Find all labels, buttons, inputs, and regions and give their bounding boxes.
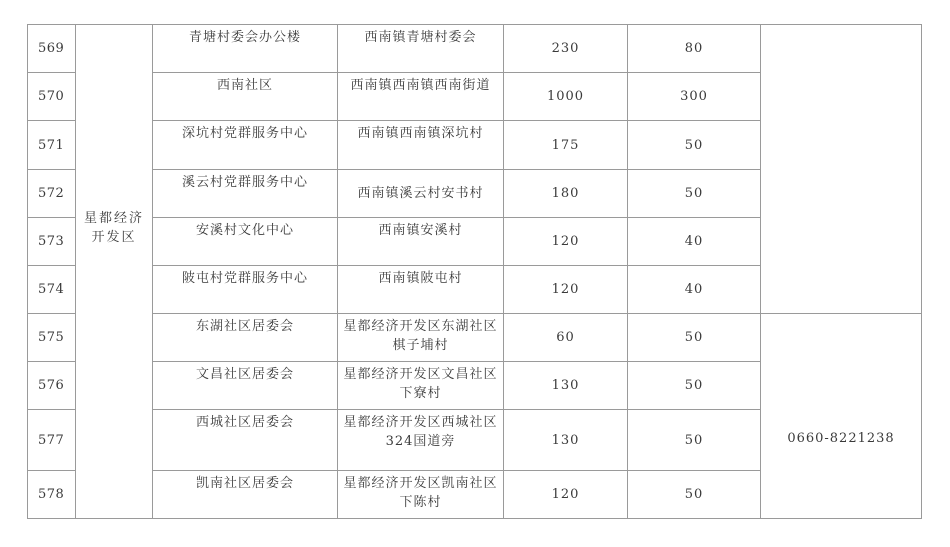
- site-name: 西南社区: [153, 73, 338, 121]
- row-number: 578: [28, 471, 76, 519]
- site-area: 175: [504, 121, 628, 170]
- row-number: 569: [28, 25, 76, 73]
- site-area: 130: [504, 362, 628, 410]
- table-row: [28, 314, 922, 362]
- row-number: 577: [28, 410, 76, 471]
- site-area: 120: [504, 218, 628, 266]
- site-name: 陂屯村党群服务中心: [153, 266, 338, 314]
- row-number: 572: [28, 170, 76, 218]
- site-name: 青塘村委会办公楼: [153, 25, 338, 73]
- site-capacity: 50: [628, 410, 761, 471]
- site-area: 120: [504, 266, 628, 314]
- row-number: 571: [28, 121, 76, 170]
- site-name: 西城社区居委会: [153, 410, 338, 471]
- site-name: 东湖社区居委会: [153, 314, 338, 362]
- site-capacity: 50: [628, 314, 761, 362]
- site-capacity: 300: [628, 73, 761, 121]
- row-number: 573: [28, 218, 76, 266]
- site-name: 文昌社区居委会: [153, 362, 338, 410]
- site-address: 西南镇溪云村安书村: [338, 170, 504, 218]
- site-capacity: 50: [628, 471, 761, 519]
- contact-phone: 0660-8221238: [787, 430, 895, 446]
- zone-cell: [76, 25, 153, 519]
- site-address: 星都经济开发区西城社区324国道旁: [338, 410, 504, 471]
- site-area: 1000: [504, 73, 628, 121]
- site-capacity: 40: [628, 266, 761, 314]
- shelter-table: [27, 24, 922, 519]
- site-area: 60: [504, 314, 628, 362]
- site-name: 溪云村党群服务中心: [153, 170, 338, 218]
- site-address: 西南镇安溪村: [338, 218, 504, 266]
- site-address: 星都经济开发区文昌社区下寮村: [338, 362, 504, 410]
- zone-name: 星都经济开发区: [84, 210, 145, 245]
- site-name: 深坑村党群服务中心: [153, 121, 338, 170]
- site-area: 230: [504, 25, 628, 73]
- site-address: 西南镇西南镇深坑村: [338, 121, 504, 170]
- site-area: 130: [504, 410, 628, 471]
- row-number: 570: [28, 73, 76, 121]
- site-capacity: 50: [628, 362, 761, 410]
- row-number: 575: [28, 314, 76, 362]
- site-address: 西南镇青塘村委会: [338, 25, 504, 73]
- site-capacity: 50: [628, 121, 761, 170]
- site-area: 120: [504, 471, 628, 519]
- table-row: [28, 25, 922, 73]
- site-capacity: 50: [628, 170, 761, 218]
- site-area: 180: [504, 170, 628, 218]
- site-name: 安溪村文化中心: [153, 218, 338, 266]
- site-address: 西南镇陂屯村: [338, 266, 504, 314]
- site-address: 星都经济开发区东湖社区棋子埔村: [338, 314, 504, 362]
- row-number: 574: [28, 266, 76, 314]
- site-address: 西南镇西南镇西南街道: [338, 73, 504, 121]
- site-address: 星都经济开发区凯南社区下陈村: [338, 471, 504, 519]
- site-capacity: 40: [628, 218, 761, 266]
- contact-phone-cell: [761, 314, 922, 519]
- site-capacity: 80: [628, 25, 761, 73]
- row-number: 576: [28, 362, 76, 410]
- phone-blank-cell: [761, 25, 922, 314]
- site-name: 凯南社区居委会: [153, 471, 338, 519]
